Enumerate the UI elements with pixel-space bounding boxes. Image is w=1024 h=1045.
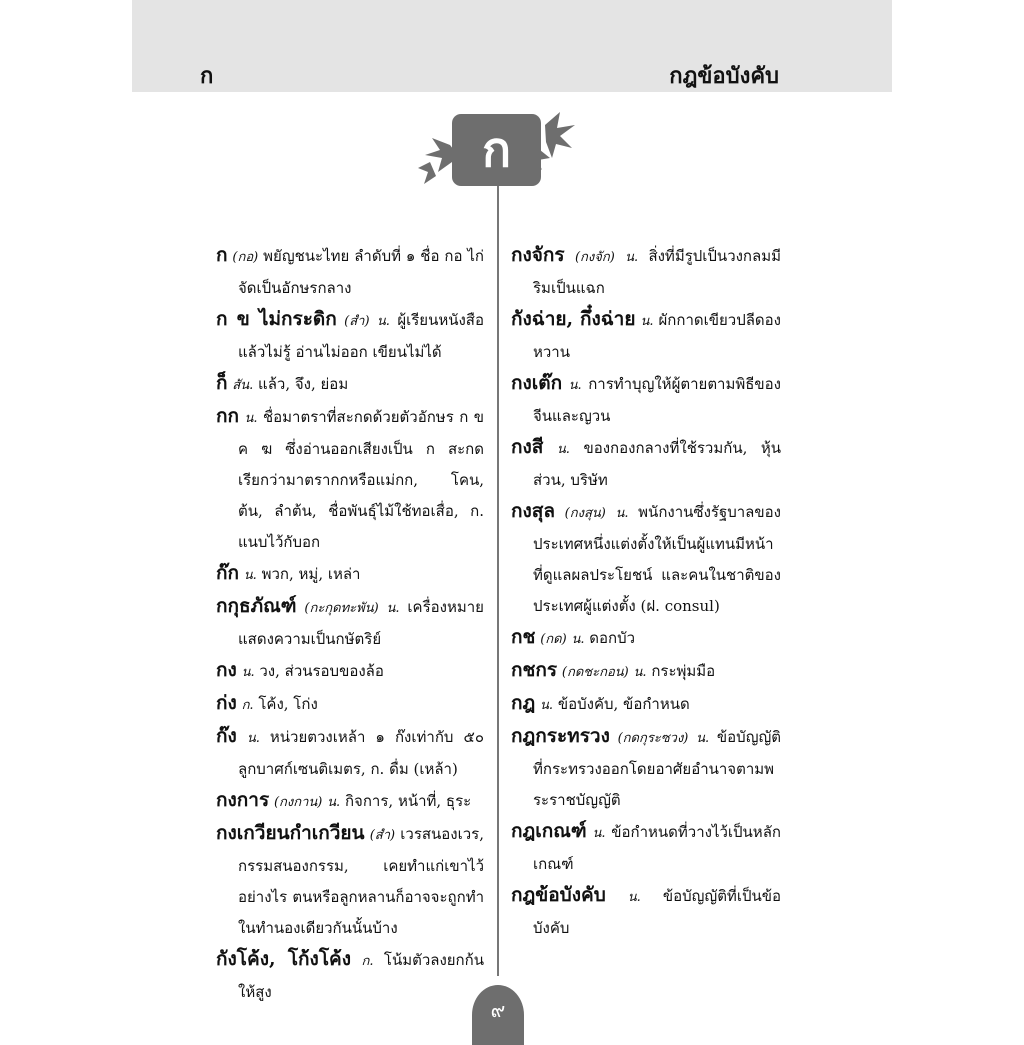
entry-pronunciation: (กะกุดทะพัน): [304, 601, 379, 616]
entry-pronunciation: (กดชะกอน): [561, 665, 629, 680]
entry-pos: น.: [696, 731, 710, 746]
entry-headword: กงเต๊ก: [511, 372, 563, 394]
right-column: [511, 240, 781, 944]
entry-definition: กิจการ, หน้าที่, ธุระ: [344, 792, 472, 810]
entry-definition: ผู้เรียนหนังสือแล้วไม่รู้ อ่านไม่ออก เขียนไม่ได้: [238, 311, 484, 361]
entry-pos: น.: [244, 411, 258, 426]
entry-pronunciation: (กอ): [232, 250, 259, 265]
entry-headword: กงจักร: [511, 244, 565, 266]
dictionary-entry: [216, 304, 484, 368]
entry-headword: กชกร: [511, 659, 558, 681]
entry-pronunciation: (กงกาน): [273, 795, 323, 810]
entry-headword: ก๊ก: [216, 562, 240, 584]
entry-headword: กฎข้อบังคับ: [511, 884, 606, 906]
dictionary-entry: [511, 721, 781, 816]
entry-pos: น.: [327, 795, 341, 810]
dictionary-entry: [511, 240, 781, 304]
entry-pos: น.: [246, 731, 260, 746]
entry-pronunciation: (กงจัก): [574, 250, 615, 265]
header-guide-word: กฎข้อบังคับ: [669, 63, 779, 89]
dictionary-entry: [216, 688, 484, 721]
entry-definition: ชื่อมาตราที่สะกดด้วยตัวอักษร ก ข ค ฆ ซึ่งอ่านออกเสียงเป็น ก สะกด เรียกว่ามาตรากกหรือแม่กก, โคน, ต้น, ลำต้น, ชื่อพันธุ์ไม้ใช้ทอเสื่อ, ก. แนบไว้กับอก: [238, 408, 484, 551]
entry-definition: เวรสนองเวร, กรรมสนองกรรม, เคยทำแก่เขาไว้อย่างไร ตนหรือลูกหลานก็อาจจะถูกทำในทำนองเดียวกันนั้นบ้าง: [238, 825, 484, 937]
entry-headword: ก ข ไม่กระดิก: [216, 308, 337, 330]
entry-headword: ก่ง: [216, 692, 237, 714]
entry-pos: น.: [568, 378, 582, 393]
dictionary-entry: [216, 818, 484, 944]
entry-definition: กระพุ่มมือ: [651, 662, 716, 680]
entry-definition: ข้อกำหนดที่วางไว้เป็นหลักเกณฑ์: [533, 823, 781, 873]
entry-pos: น.: [376, 314, 390, 329]
entry-definition: พวก, หมู่, เหล่า: [261, 565, 361, 583]
page-number: ๙: [472, 985, 524, 1045]
dictionary-entry: [511, 688, 781, 721]
entry-pos: สัน.: [232, 378, 254, 393]
entry-headword: ก๊ง: [216, 725, 237, 747]
entry-pronunciation: (กดกุระซวง): [617, 731, 689, 746]
entry-headword: กกุธภัณฑ์: [216, 595, 297, 617]
entry-pos: น.: [625, 250, 639, 265]
entry-pronunciation: (กด): [540, 632, 567, 647]
entry-definition: วง, ส่วนรอบของล้อ: [259, 662, 384, 680]
dictionary-entry: [216, 721, 484, 785]
page-header: [132, 0, 892, 92]
dictionary-entry: [511, 655, 781, 688]
dictionary-entry: [216, 401, 484, 558]
entry-definition: พนักงานซึ่งรัฐบาลของประเทศหนึ่งแต่งตั้งให้เป็นผู้แทนมีหน้าที่ดูแลผลประโยชน์ และคนในชาติของประเทศผู้แต่งตั้ง (ฝ. consul): [533, 503, 781, 615]
dictionary-entry: [511, 304, 781, 368]
entry-pos: น.: [243, 568, 257, 583]
entry-headword: ก: [216, 244, 228, 266]
entry-headword: กงสี: [511, 436, 544, 458]
entry-definition: ข้อบังคับ, ข้อกำหนด: [557, 695, 690, 713]
entry-headword: กช: [511, 626, 536, 648]
entry-pos: น.: [592, 826, 606, 841]
dictionary-entry: [216, 240, 484, 304]
entry-pronunciation: (สำ): [344, 314, 370, 329]
entry-pos: น.: [241, 665, 255, 680]
dictionary-entry: [511, 432, 781, 496]
dictionary-entry: [216, 785, 484, 818]
dictionary-entry: [511, 368, 781, 432]
header-letter: ก: [200, 63, 214, 89]
dictionary-entry: [511, 816, 781, 880]
entry-headword: กฎ: [511, 692, 536, 714]
entry-definition: ข้อบัญญัติที่เป็นข้อบังคับ: [533, 887, 781, 937]
entry-definition: สิ่งที่มีรูปเป็นวงกลมมีริมเป็นแฉก: [533, 247, 781, 297]
entry-definition: หน่วยตวงเหล้า ๑ ก๊งเท่ากับ ๕๐ ลูกบาศก์เซนติเมตร, ก. ดื่ม (เหล้า): [238, 728, 484, 778]
entry-pronunciation: (สำ): [369, 828, 396, 843]
left-column: [216, 240, 484, 1008]
dictionary-entry: [216, 655, 484, 688]
entry-headword: กังโค้ง, โก้งโค้ง: [216, 948, 352, 970]
entry-pos: น.: [640, 314, 654, 329]
entry-definition: ผักกาดเขียวปลีดองหวาน: [533, 311, 781, 361]
section-letter-box: ก: [452, 114, 541, 186]
entry-definition: แล้ว, จึง, ย่อม: [258, 375, 349, 393]
entry-pos: ก.: [361, 954, 374, 969]
entry-definition: การทำบุญให้ผู้ตายตามพิธีของจีนและญวน: [533, 375, 781, 425]
dictionary-entry: [216, 944, 484, 1008]
dictionary-entry: [511, 880, 781, 944]
entry-headword: กง: [216, 659, 237, 681]
entry-pos: น.: [633, 665, 647, 680]
entry-pos: น.: [386, 601, 400, 616]
entry-headword: กงเกวียนกำเกวียน: [216, 822, 365, 844]
entry-definition: โค้ง, โก่ง: [258, 695, 318, 713]
column-divider: [497, 186, 499, 976]
entry-headword: กังฉ่าย, กึ๋งฉ่าย: [511, 308, 636, 330]
entry-headword: กงสุล: [511, 500, 556, 522]
dictionary-entry: [216, 368, 484, 401]
entry-headword: กฎเกณฑ์: [511, 820, 587, 842]
dictionary-entry: [511, 622, 781, 655]
entry-headword: กก: [216, 405, 240, 427]
entry-pos: น.: [615, 506, 629, 521]
dictionary-entry: [216, 558, 484, 591]
entry-pos: น.: [556, 442, 570, 457]
entry-definition: โน้มตัวลงยกก้นให้สูง: [238, 951, 484, 1001]
dictionary-entry: [511, 496, 781, 622]
entry-headword: ก็: [216, 372, 228, 394]
entry-definition: เครื่องหมายแสดงความเป็นกษัตริย์: [238, 598, 484, 648]
entry-headword: กฎกระทรวง: [511, 725, 610, 747]
entry-pos: ก.: [241, 698, 254, 713]
entry-headword: กงการ: [216, 789, 270, 811]
entry-pronunciation: (กงสุน): [564, 506, 606, 521]
entry-pos: น.: [627, 890, 641, 905]
entry-definition: ข้อบัญญัติที่กระทรวงออกโดยอาศัยอำนาจตามพระราชบัญญัติ: [533, 728, 781, 809]
dictionary-entry: [216, 591, 484, 655]
entry-definition: ดอกบัว: [589, 629, 636, 647]
entry-pos: น.: [571, 632, 585, 647]
entry-definition: ของกองกลางที่ใช้รวมกัน, หุ้นส่วน, บริษัท: [533, 439, 781, 489]
entry-pos: น.: [540, 698, 554, 713]
entry-definition: พยัญชนะไทย ลำดับที่ ๑ ชื่อ กอ ไก่ จัดเป็นอักษรกลาง: [238, 247, 484, 297]
